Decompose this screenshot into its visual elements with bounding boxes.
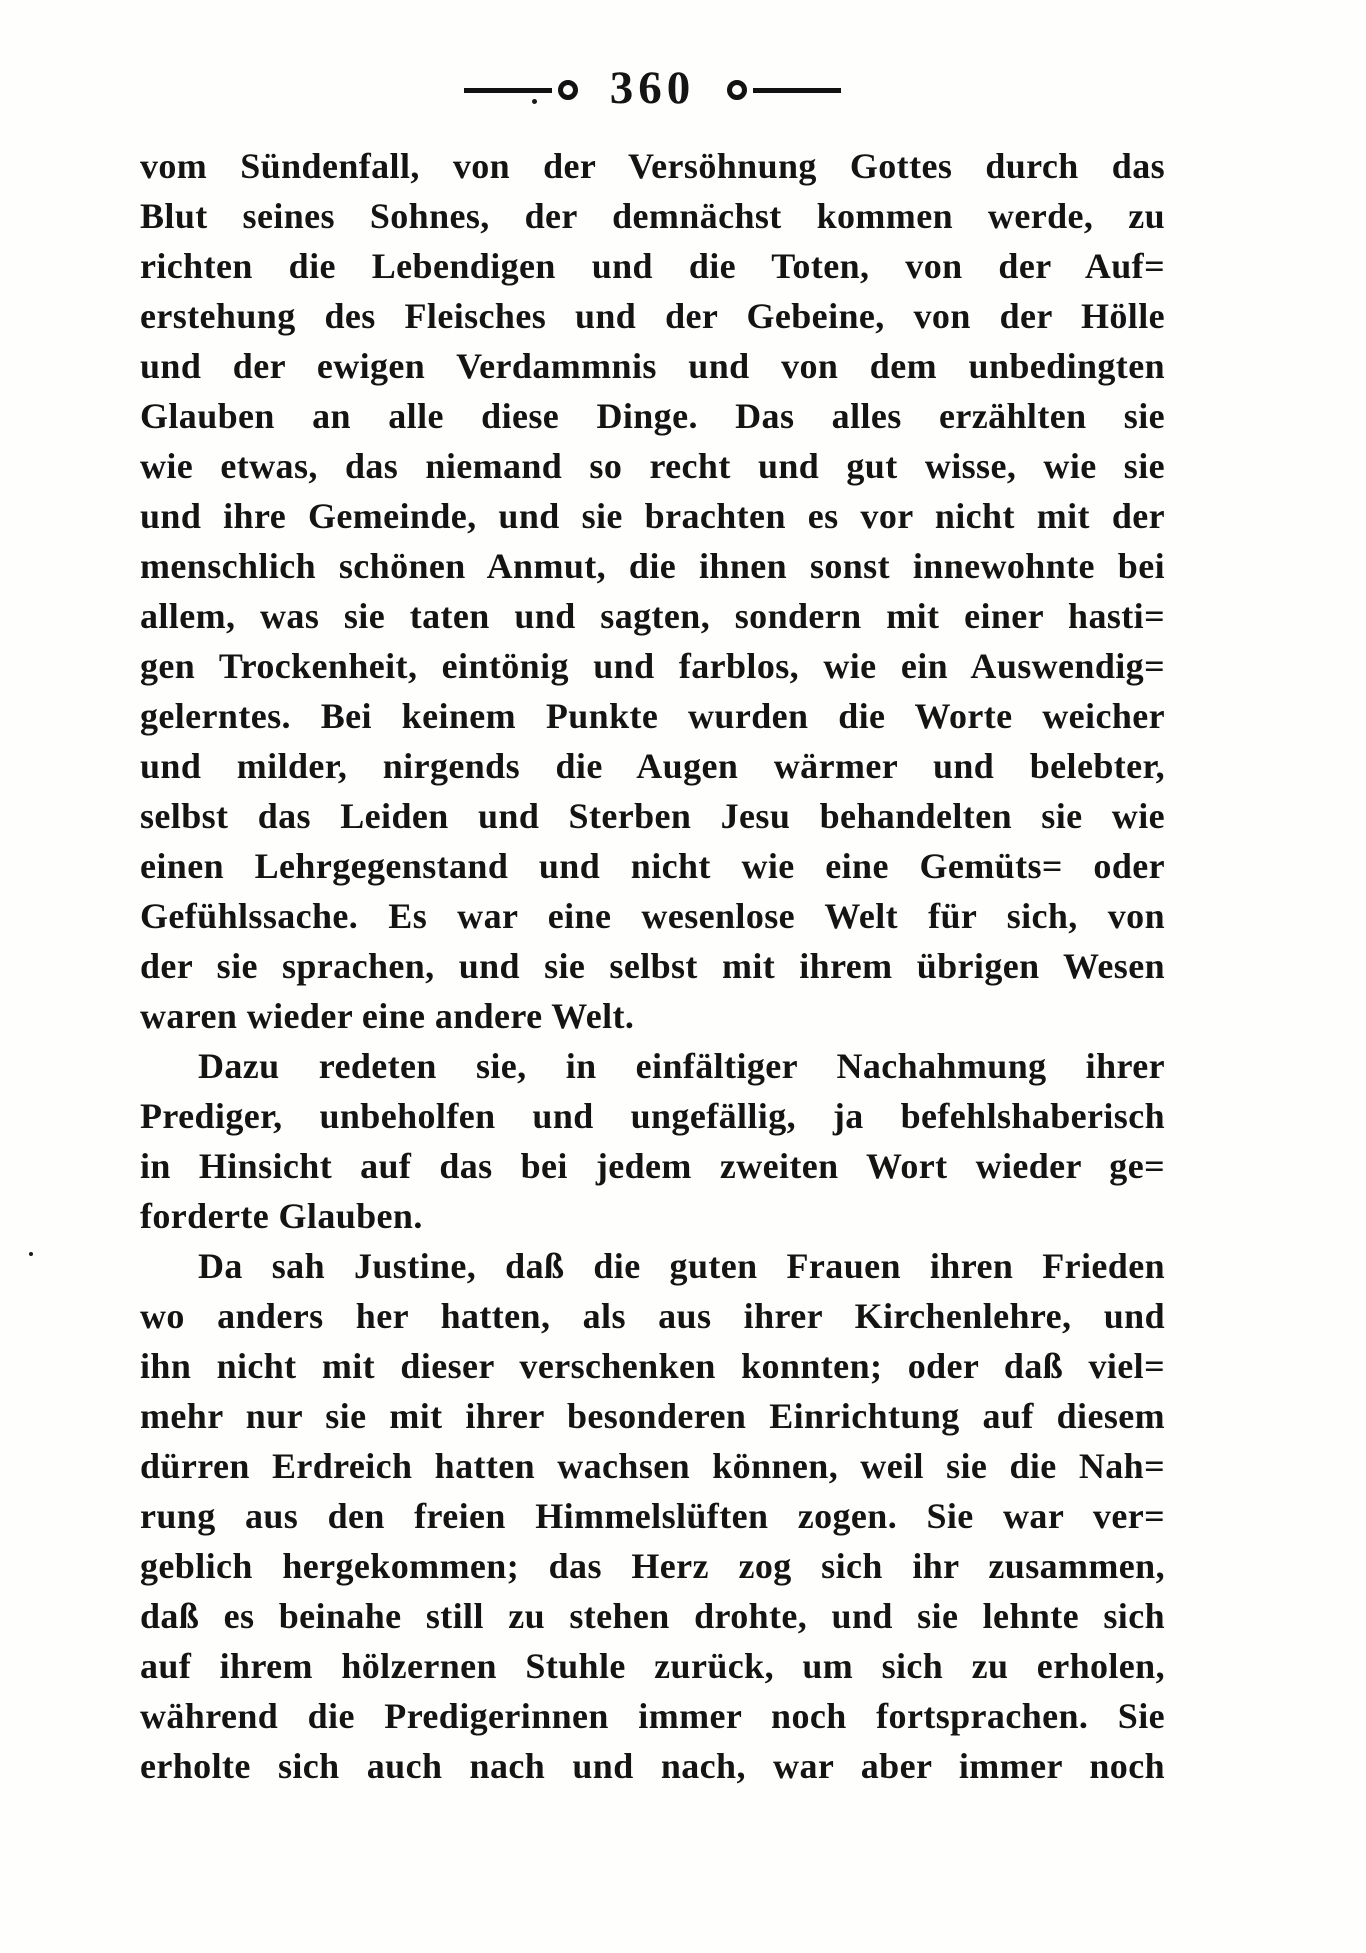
text-line: daß es beinahe still zu stehen drohte, und sie lehnte sich <box>140 1596 1165 1636</box>
text-line: der sie sprachen, und sie selbst mit ihrem übrigen Wesen <box>140 946 1165 986</box>
header-ring-left-icon <box>558 80 578 100</box>
text-line: mehr nur sie mit ihrer besonderen Einrichtung auf diesem <box>140 1396 1165 1436</box>
text-line: Gefühlssache. Es war eine wesenlose Welt für sich, von <box>140 896 1165 936</box>
text-line: richten die Lebendigen und die Toten, von der Auf= <box>140 246 1165 286</box>
text-line: geblich hergekommen; das Herz zog sich ihr zusammen, <box>140 1546 1165 1586</box>
text-line: gelerntes. Bei keinem Punkte wurden die Worte weicher <box>140 696 1165 736</box>
text-line: einen Lehrgegenstand und nicht wie eine Gemüts= oder <box>140 846 1165 886</box>
text-line: und ihre Gemeinde, und sie brachten es vor nicht mit der <box>140 496 1165 536</box>
text-line: selbst das Leiden und Sterben Jesu behandelten sie wie <box>140 796 1165 836</box>
text-line: wie etwas, das niemand so recht und gut wisse, wie sie <box>140 446 1165 486</box>
text-line: menschlich schönen Anmut, die ihnen sonst innewohnte bei <box>140 546 1165 586</box>
text-line: wo anders her hatten, als aus ihrer Kirchenlehre, und <box>140 1296 1165 1336</box>
text-line: rung aus den freien Himmelslüften zogen. Sie war ver= <box>140 1496 1165 1536</box>
text-line: forderte Glauben. <box>140 1196 423 1236</box>
page-header <box>140 60 1165 120</box>
header-ring-right-icon <box>727 80 747 100</box>
text-line: während die Predigerinnen immer noch fortsprachen. Sie <box>140 1696 1165 1736</box>
text-line: Blut seines Sohnes, der demnächst kommen werde, zu <box>140 196 1165 236</box>
text-line: vom Sündenfall, von der Versöhnung Gottes durch das <box>140 146 1165 186</box>
text-block <box>140 141 1165 1791</box>
page-number: 360 <box>609 61 696 114</box>
paragraph <box>140 1041 1165 1241</box>
text-line: und der ewigen Verdammnis und von dem unbedingten <box>140 346 1165 386</box>
text-line: allem, was sie taten und sagten, sondern mit einer hasti= <box>140 596 1165 636</box>
paragraph <box>140 1241 1165 1791</box>
header-rule-right <box>753 88 841 93</box>
text-line: erholte sich auch nach und nach, war aber immer noch <box>140 1746 1165 1786</box>
text-line: ihn nicht mit dieser verschenken konnten; oder daß viel= <box>140 1346 1165 1386</box>
text-line: und milder, nirgends die Augen wärmer und belebter, <box>140 746 1165 786</box>
text-line: Dazu redeten sie, in einfältiger Nachahmung ihrer <box>198 1046 1165 1086</box>
header-rule-left <box>464 88 552 93</box>
ink-speck <box>29 1252 33 1256</box>
paragraph <box>140 141 1165 1041</box>
text-line: in Hinsicht auf das bei jedem zweiten Wort wieder ge= <box>140 1146 1165 1186</box>
text-line: erstehung des Fleisches und der Gebeine, von der Hölle <box>140 296 1165 336</box>
text-line: Glauben an alle diese Dinge. Das alles erzählten sie <box>140 396 1165 436</box>
text-line: gen Trockenheit, eintönig und farblos, wie ein Auswendig= <box>140 646 1165 686</box>
text-line: dürren Erdreich hatten wachsen können, weil sie die Nah= <box>140 1446 1165 1486</box>
text-line: auf ihrem hölzernen Stuhle zurück, um sich zu erholen, <box>140 1646 1165 1686</box>
text-line: waren wieder eine andere Welt. <box>140 996 635 1036</box>
ink-speck <box>532 99 537 104</box>
text-line: Da sah Justine, daß die guten Frauen ihren Frieden <box>198 1246 1165 1286</box>
text-line: Prediger, unbeholfen und ungefällig, ja befehlshaberisch <box>140 1096 1165 1136</box>
